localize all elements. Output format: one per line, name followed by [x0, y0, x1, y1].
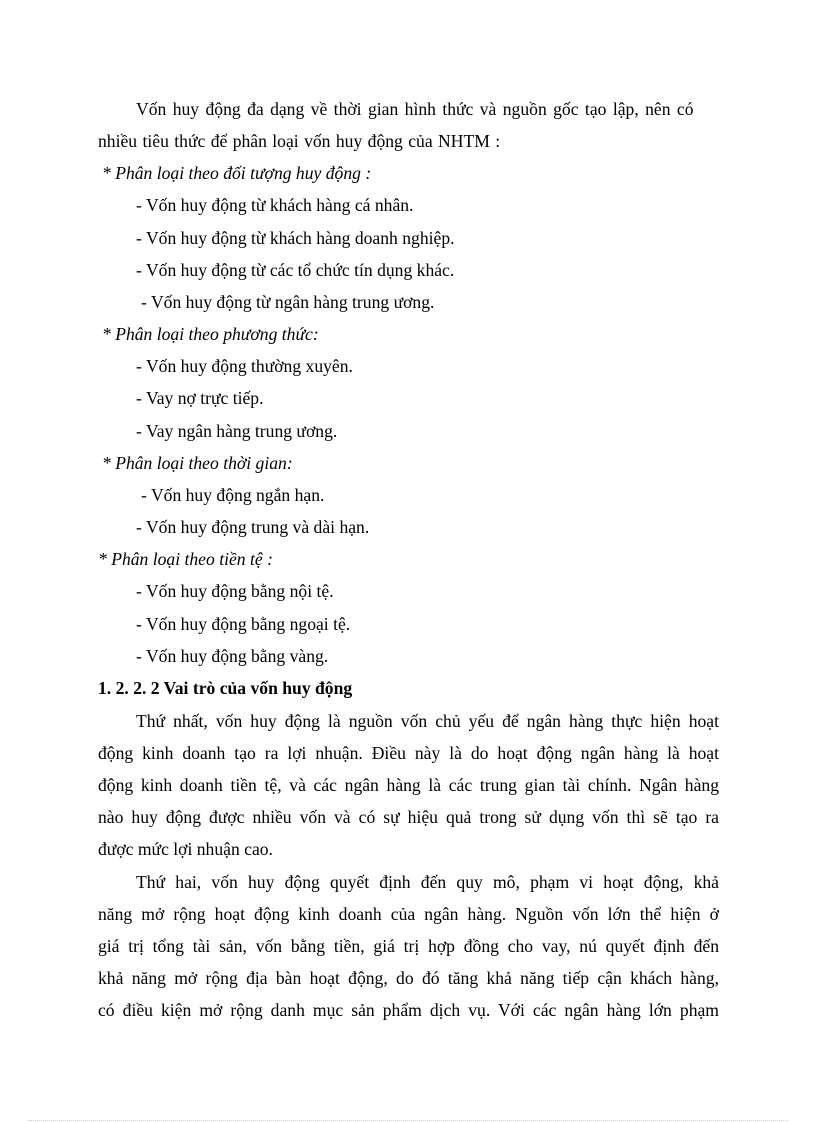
paragraph-line: được mức lợi nhuận cao. [98, 839, 273, 859]
paragraph-line: động kinh doanh tạo ra lợi nhuận. Điều này là do hoạt động ngân hàng là hoạt [98, 743, 719, 763]
section-heading: 1. 2. 2. 2 Vai trò của vốn huy động [98, 678, 353, 698]
list-item: - Vốn huy động từ ngân hàng trung ương. [141, 292, 435, 312]
list-item: - Vốn huy động bằng nội tệ. [136, 581, 334, 601]
list-item: - Vay ngân hàng trung ương. [136, 421, 338, 441]
paragraph-line: giá trị tổng tài sản, vốn bằng tiền, giá trị hợp đồng cho vay, nú quyết định đến [98, 936, 719, 956]
paragraph-line: năng mở rộng hoạt động kinh doanh của ngân hàng. Nguồn vốn lớn thể hiện ở [98, 904, 719, 924]
list-item: - Vốn huy động ngắn hạn. [141, 485, 325, 505]
list-item: - Vốn huy động thường xuyên. [136, 356, 353, 376]
classification-title-time: * Phân loại theo thời gian: [102, 453, 293, 473]
intro-line-2: nhiều tiêu thức để phân loại vốn huy động của NHTM : [98, 131, 501, 151]
list-item: - Vốn huy động bằng ngoại tệ. [136, 614, 351, 634]
intro-line-1: Vốn huy động đa dạng về thời gian hình thức và nguồn gốc tạo lập, nên có [136, 99, 694, 119]
list-item: - Vốn huy động bằng vàng. [136, 646, 329, 666]
paragraph-line: Thứ nhất, vốn huy động là nguồn vốn chủ yếu để ngân hàng thực hiện hoạt [136, 711, 719, 731]
paragraph-line: Thứ hai, vốn huy động quyết định đến quy mô, phạm vi hoạt động, khả [136, 872, 719, 892]
list-item: - Vốn huy động từ các tổ chức tín dụng khác. [136, 260, 455, 280]
paragraph-line: nào huy động được nhiều vốn và có sự hiệu quả trong sử dụng vốn thì sẽ tạo ra [98, 807, 719, 827]
paragraph-line: động kinh doanh tiền tệ, và các ngân hàng là các trung gian tài chính. Ngân hàng [98, 775, 719, 795]
page-bottom-rule [28, 1120, 788, 1121]
classification-title-audience: * Phân loại theo đối tượng huy động : [102, 163, 372, 183]
list-item: - Vay nợ trực tiếp. [136, 388, 264, 408]
classification-title-currency: * Phân loại theo tiền tệ : [98, 549, 273, 569]
paragraph-role-first [98, 711, 719, 871]
classification-title-method: * Phân loại theo phương thức: [102, 324, 319, 344]
list-item: - Vốn huy động từ khách hàng cá nhân. [136, 195, 414, 215]
paragraph-line: khả năng mở rộng địa bàn hoạt động, do đó tăng khả năng tiếp cận khách hàng, [98, 968, 719, 988]
paragraph-role-second [98, 872, 719, 1032]
list-item: - Vốn huy động từ khách hàng doanh nghiệp. [136, 228, 455, 248]
paragraph-line: có điều kiện mở rộng danh mục sản phẩm dịch vụ. Với các ngân hàng lớn phạm [98, 1000, 719, 1020]
list-item: - Vốn huy động trung và dài hạn. [136, 517, 370, 537]
